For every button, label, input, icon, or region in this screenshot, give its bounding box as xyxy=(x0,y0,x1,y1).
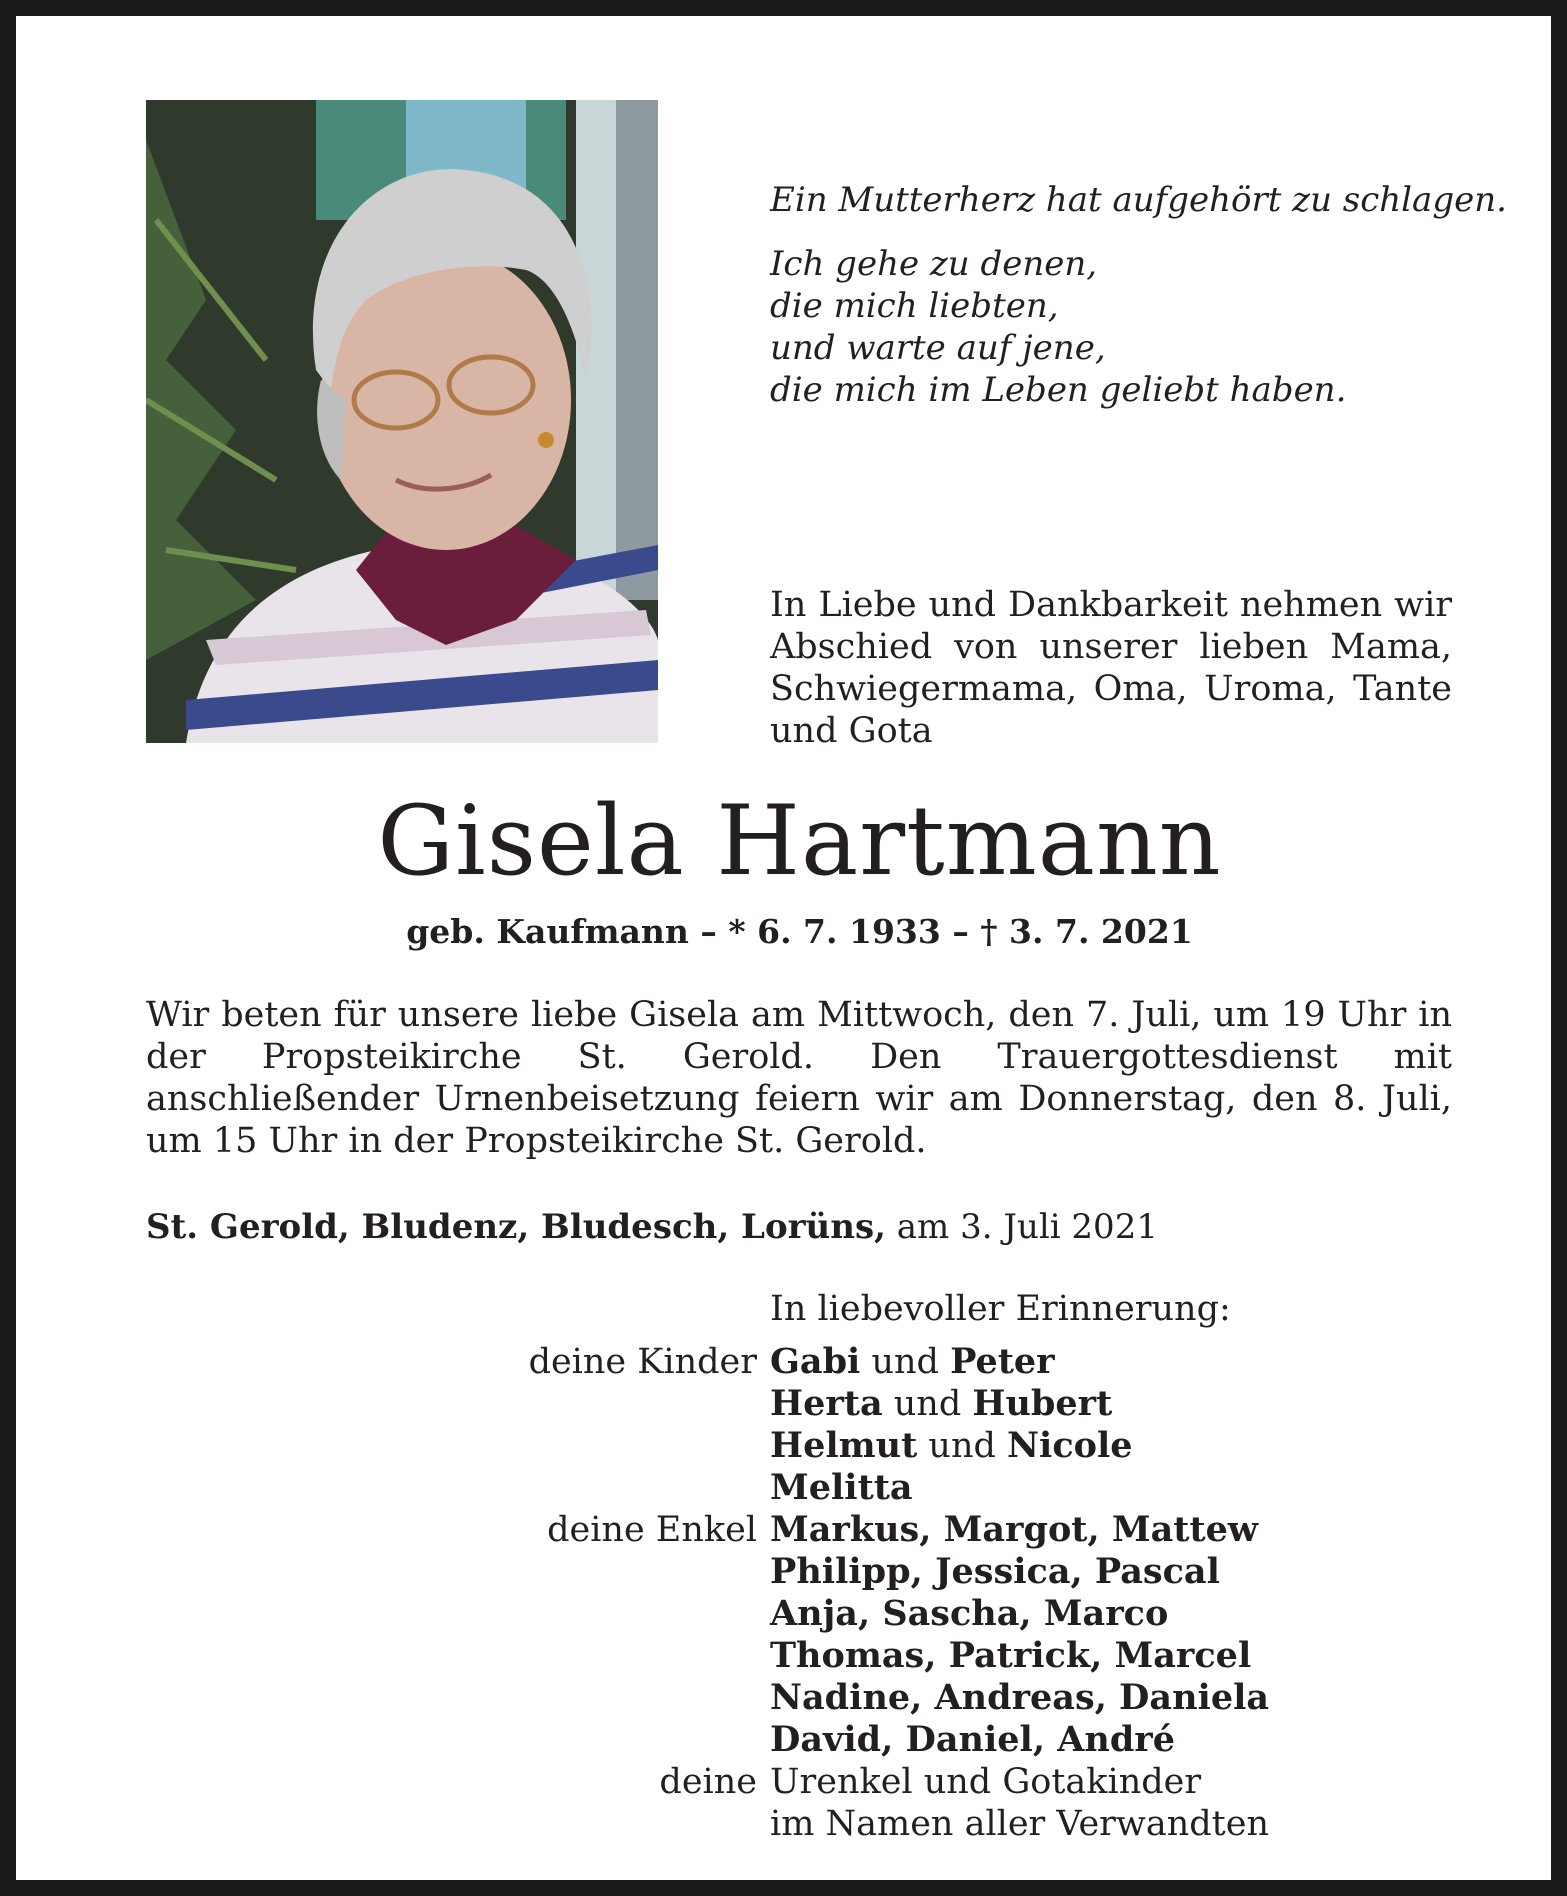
great-grandchildren-text: Urenkel und Gotakinder xyxy=(770,1762,1202,1802)
joiner: und xyxy=(917,1426,1008,1466)
mourner-row xyxy=(16,1677,1567,1719)
mourner-row xyxy=(16,1425,1567,1467)
mourner-row xyxy=(16,1761,1567,1803)
child-name: Gabi xyxy=(770,1341,861,1382)
joiner: und xyxy=(860,1342,951,1382)
partner-name: Nicole xyxy=(1007,1425,1133,1466)
verse-line: und warte auf jene, xyxy=(770,328,1106,368)
grandchildren-names: Thomas, Patrick, Marcel xyxy=(770,1635,1252,1676)
child-name: Helmut xyxy=(770,1425,918,1466)
joiner: und xyxy=(882,1384,973,1424)
mourner-row xyxy=(16,1719,1567,1761)
grandchildren-names: Markus, Margot, Mattew xyxy=(770,1509,1259,1550)
farewell-text: In Liebe und Dankbarkeit nehmen wir Abschied von unserer lieben Mama, Schwiegermama, Oma, Uroma, Tante und Gota xyxy=(770,585,1452,751)
memory-heading: In liebevoller Erinnerung: xyxy=(770,1289,1231,1329)
verse-first-line xyxy=(770,179,1507,221)
grandchildren-names: Nadine, Andreas, Daniela xyxy=(770,1677,1270,1718)
mourners-list xyxy=(16,1341,1567,1845)
portrait-illustration xyxy=(146,100,658,743)
place-and-date xyxy=(146,1206,1452,1248)
portrait-photo xyxy=(146,100,658,743)
mourner-row xyxy=(16,1551,1567,1593)
mourner-row xyxy=(16,1803,1567,1845)
verse-line: Ein Mutterherz hat aufgehört zu schlagen. xyxy=(770,180,1507,220)
deceased-name: Gisela Hartmann xyxy=(377,785,1222,897)
child-name: Melitta xyxy=(770,1467,913,1508)
verse xyxy=(770,243,1470,411)
mourner-row xyxy=(16,1635,1567,1677)
verse-line: die mich liebten, xyxy=(770,286,1059,326)
mourner-row xyxy=(16,1341,1567,1383)
partner-name: Peter xyxy=(950,1341,1055,1382)
notice-date: am 3. Juli 2021 xyxy=(885,1207,1158,1247)
grandchildren-names: Philipp, Jessica, Pascal xyxy=(770,1551,1220,1592)
verse-line: Ich gehe zu denen, xyxy=(770,244,1098,284)
mourner-row xyxy=(16,1467,1567,1509)
towns: St. Gerold, Bludenz, Bludesch, Lorüns, xyxy=(146,1207,886,1247)
partner-name: Hubert xyxy=(972,1383,1113,1424)
child-name: Herta xyxy=(770,1383,883,1424)
grandchildren-names: David, Daniel, André xyxy=(770,1719,1175,1760)
mourner-row xyxy=(16,1509,1567,1551)
birth-death-dates: geb. Kaufmann – * 6. 7. 1933 – † 3. 7. 2021 xyxy=(406,912,1193,951)
verse-line: die mich im Leben geliebt haben. xyxy=(770,370,1347,410)
service-text: Wir beten für unsere liebe Gisela am Mittwoch, den 7. Juli, um 19 Uhr in der Propsteikirche St. Gerold. Den Trauergottesdienst mit anschließender Urnenbeisetzung feiern wir am Donnerstag, den 8. Juli, um 15 Uhr in der Propsteikirche St. Gerold. xyxy=(146,995,1452,1161)
mourner-row xyxy=(16,1383,1567,1425)
grandchildren-label: deine Enkel xyxy=(547,1510,757,1550)
mourner-row xyxy=(16,1593,1567,1635)
relatives-text: im Namen aller Verwandten xyxy=(770,1804,1269,1844)
great-grandchildren-label: deine xyxy=(659,1762,757,1802)
grandchildren-names: Anja, Sascha, Marco xyxy=(770,1593,1169,1634)
children-label: deine Kinder xyxy=(528,1342,757,1382)
